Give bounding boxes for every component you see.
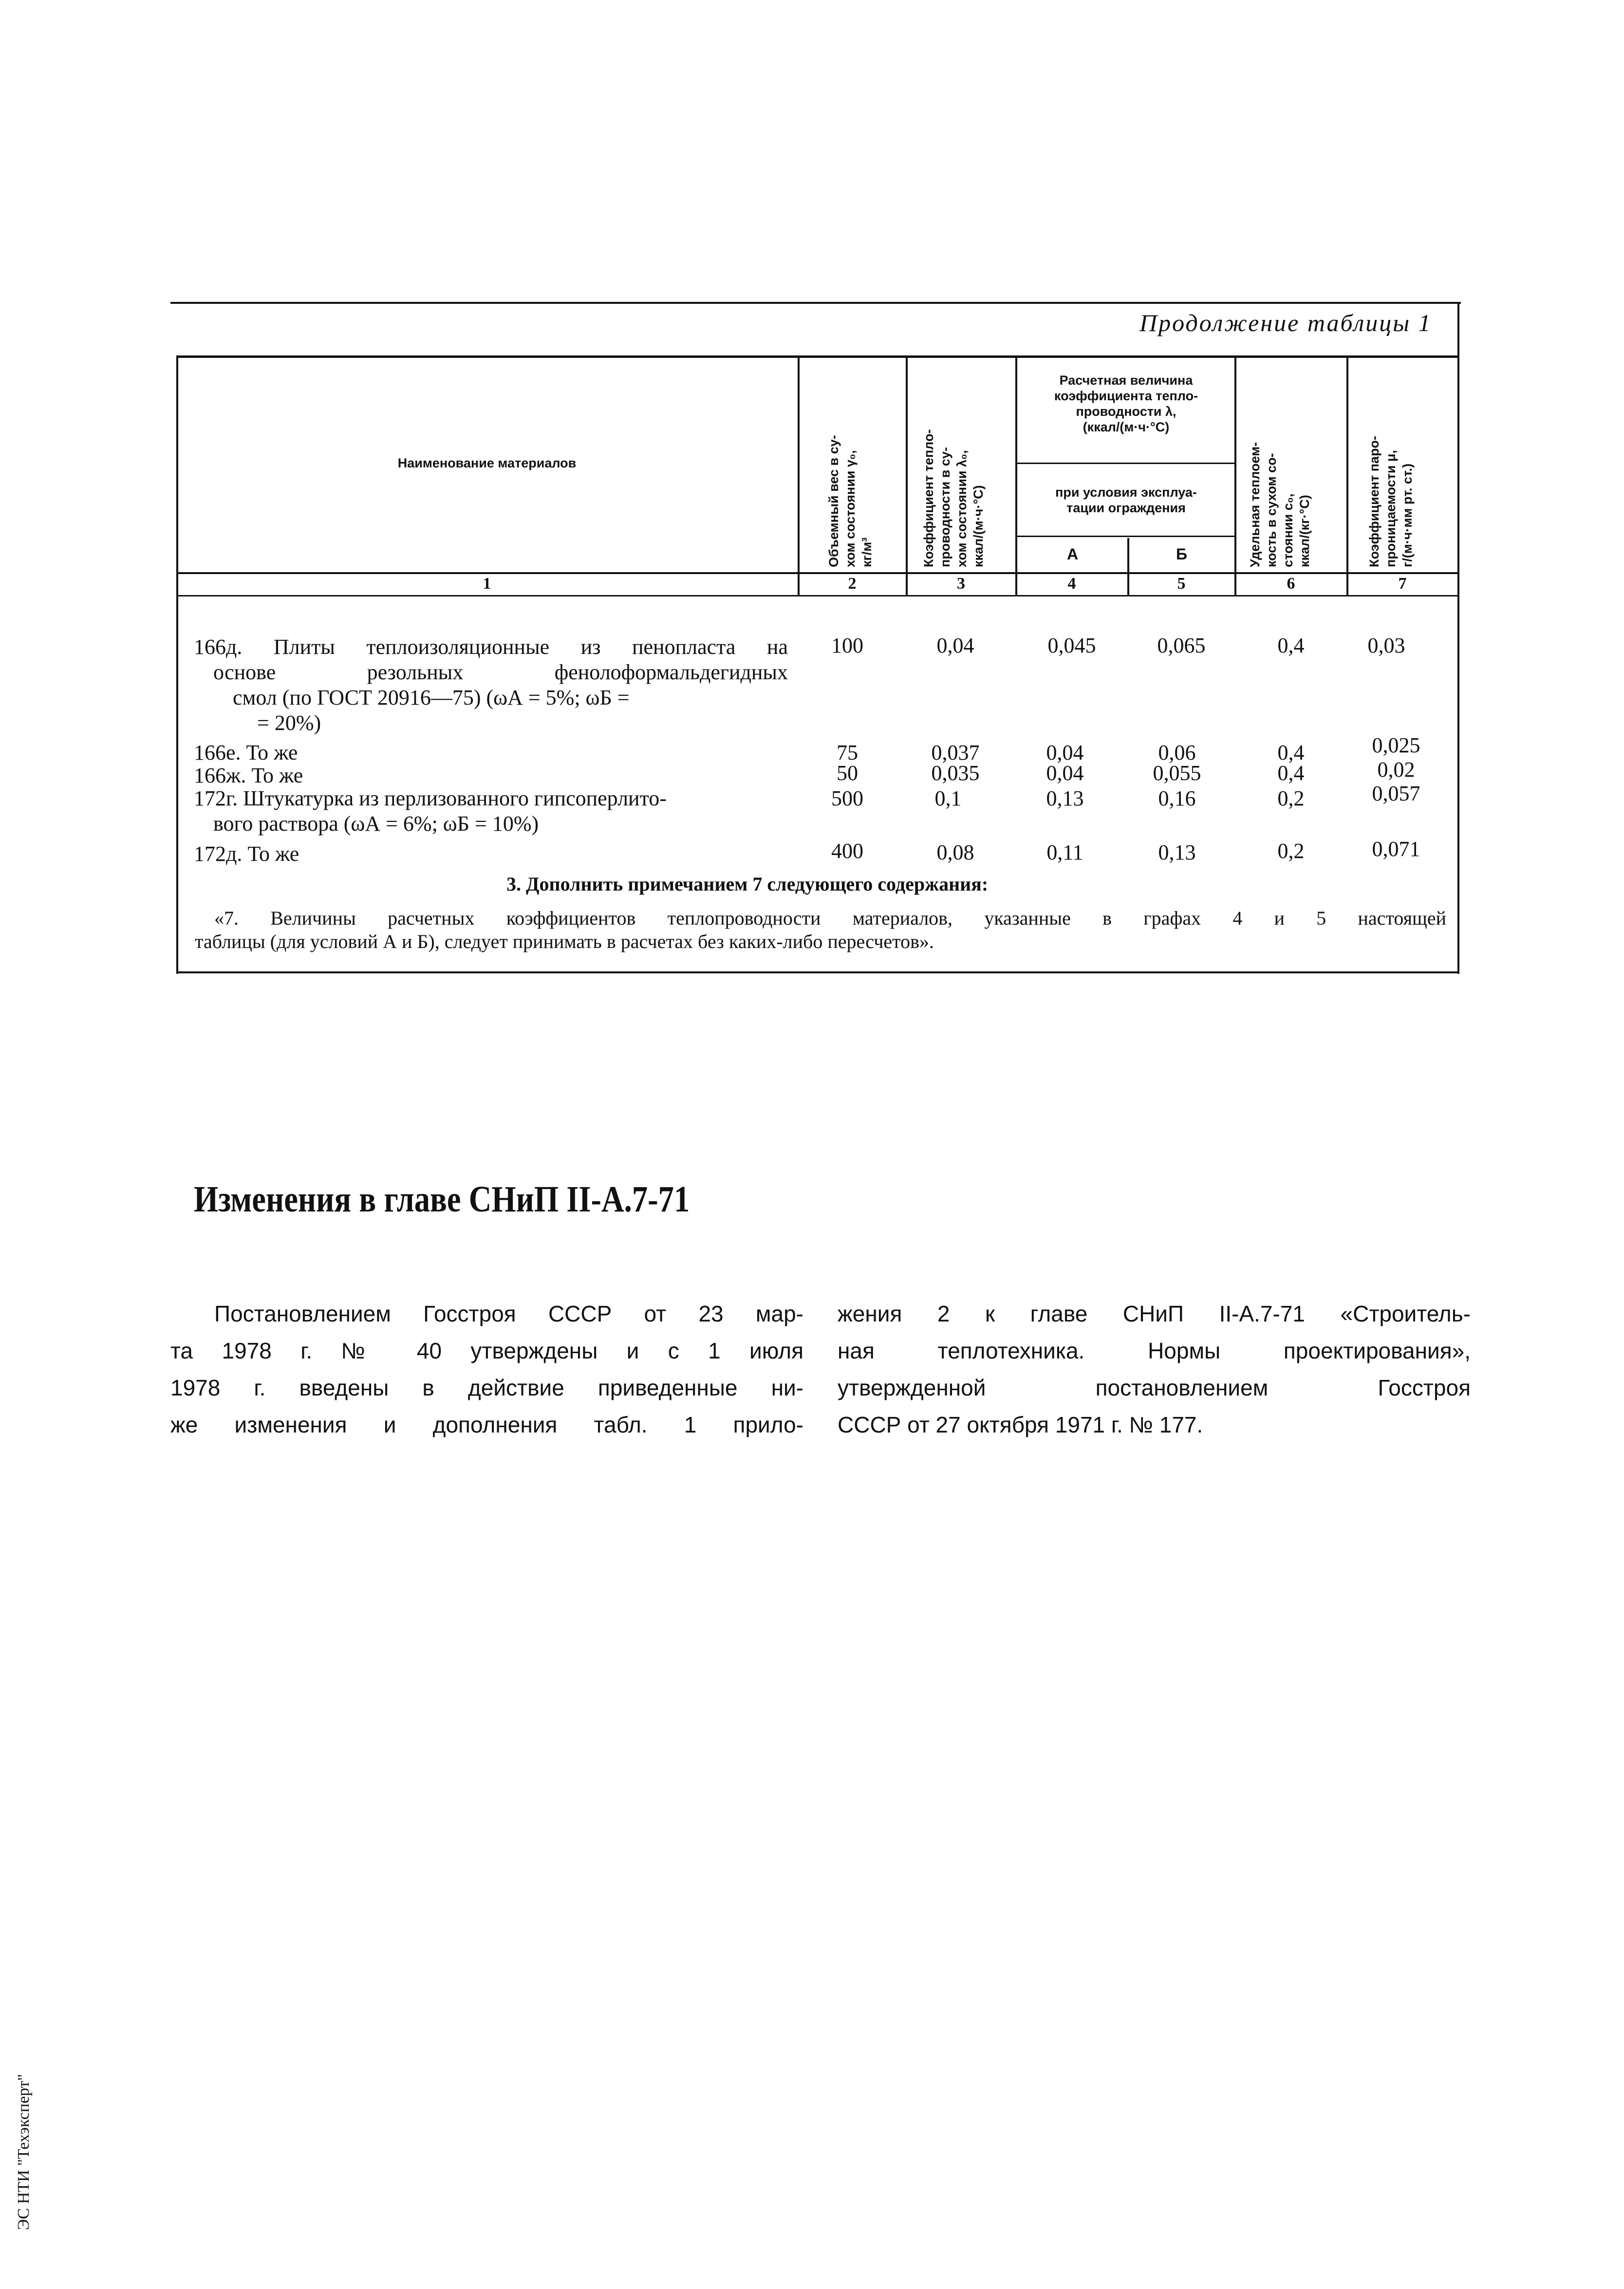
paragraph-line: же изменения и дополнения табл. 1 прило- [170,1412,803,1437]
header-col3-line: хом состоянии λ₀, [954,450,969,567]
cell-v7: 0,057 [1372,782,1420,805]
paragraph-line: 1978 г. введены в действие приведенные ни- [170,1375,803,1400]
cell-v2: 75 [837,741,858,764]
header-col6-line: кость в сухом со- [1264,453,1279,567]
colnum-bottom-rule [176,595,1459,596]
header-col5: Б [1176,545,1187,563]
table-bottom-rule [176,971,1459,973]
header-col2-line: хом состоянии γ₀, [843,450,858,567]
side-watermark-text: ЭС НТИ "Техэксперт" [15,2074,33,2230]
row-name [194,740,788,765]
row-name-line: 166ж. То же [194,763,303,787]
cell-v6: 0,4 [1277,633,1305,657]
paragraph-line: ная теплотехника. Нормы проектирования», [838,1338,1471,1363]
header-col7 [1366,363,1416,567]
header-col6-line: Удельная теплоем- [1248,442,1262,567]
cell-v2: 500 [831,786,863,810]
col-sep-5 [1234,356,1236,595]
header-group-line: коэффициента тепло- [1054,389,1198,403]
paragraph-line: СССР от 27 октября 1971 г. № 177. [838,1412,1203,1437]
header-col2-line: кг/м³ [859,537,874,567]
cell-v6: 0,4 [1277,741,1305,764]
cell-v4: 0,045 [1047,633,1096,657]
note-intro: 3. Дополнить примечанием 7 следующего содержания: [506,873,989,895]
row-name [194,786,788,837]
group-sub-rule [1016,463,1235,464]
note-line: «7. Величины расчетных коэффициентов теплопроводности материалов, указанные в графах 4 и 5 настоящей [214,907,1446,929]
header-col3 [920,363,987,567]
header-group-line: Расчетная величина [1059,373,1193,388]
header-col6-line: ккал/(кг·°С) [1297,495,1312,567]
cell-v6: 0,4 [1277,761,1305,785]
table-left-border [176,355,178,974]
table-top-rule [170,302,1461,304]
col-number: 5 [1177,575,1186,593]
row-name-line: = 20%) [257,711,321,735]
section-heading: Изменения в главе СНиП II-А.7-71 [194,1179,690,1220]
table-caption: Продолжение таблицы 1 [1139,309,1432,336]
note-text [195,907,1446,953]
cell-v4: 0,11 [1046,840,1083,864]
cell-v3: 0,1 [934,786,962,810]
header-col7-line: проницаемости μ, [1383,450,1398,567]
cell-v7: 0,03 [1367,633,1405,657]
note-line: таблицы (для условий А и Б), следует принимать в расчетах без каких-либо пересчетов». [195,930,934,952]
cell-v3: 0,035 [931,761,980,785]
header-top-rule [176,355,1459,358]
row-name-line: 166д. Плиты теплоизоляционные из пенопласта на [194,635,788,659]
cell-v5: 0,13 [1158,840,1196,864]
row-name-line: 166е. То же [194,741,298,764]
header-col3-line: ккал/(м·ч·°С) [971,485,986,567]
cell-v5: 0,06 [1158,741,1196,764]
cell-v7: 0,071 [1372,837,1420,861]
row-name-line: смол (по ГОСТ 20916—75) (ωА = 5%; ωБ = [233,686,630,709]
col-number: 3 [957,575,965,593]
cell-v2: 400 [831,839,863,863]
cell-v3: 0,08 [936,840,974,864]
col-sep-1 [798,356,800,595]
header-col7-line: Коэффициент паро- [1367,436,1381,567]
row-name [194,763,788,788]
col-sep-6 [1346,356,1348,595]
cell-v2: 100 [831,633,863,657]
cell-v4: 0,13 [1046,786,1084,810]
header-subgroup-line: тации ограждения [1066,501,1186,515]
cell-v3: 0,04 [936,633,974,657]
header-col4: А [1066,545,1079,563]
cell-v5: 0,16 [1158,786,1196,810]
colnum-top-rule [176,572,1459,574]
cell-v6: 0,2 [1277,786,1305,810]
cell-v2: 50 [837,761,858,785]
header-col6 [1247,363,1313,567]
header-group [1018,372,1234,435]
header-group-line: (ккал/(м·ч·°С) [1083,420,1170,434]
cell-v6: 0,2 [1277,839,1305,863]
header-group-line: проводности λ, [1076,404,1176,419]
col-number: 4 [1067,575,1076,593]
header-col2-line: Объемный вес в су- [826,435,841,567]
cell-v4: 0,04 [1046,741,1084,764]
cell-v4: 0,04 [1046,761,1084,785]
col-sep-3 [1015,356,1017,595]
cell-v5: 0,055 [1153,761,1201,785]
section-paragraph-right [838,1295,1471,1443]
col-number: 7 [1398,575,1407,593]
header-col3-line: проводности в су- [938,447,952,567]
row-name-line: основе резольных фенолоформальдегидных [213,660,788,684]
paragraph-line: жения 2 к главе СНиП II-А.7-71 «Строитель- [838,1301,1471,1326]
header-col6-line: стоянии с₀, [1281,493,1295,567]
cell-v7: 0,025 [1372,733,1420,757]
row-name-line: 172г. Штукатурка из перлизованного гипсоперлито- [194,786,667,810]
cell-v3: 0,037 [931,741,980,764]
col-sep-2 [906,356,908,595]
header-subgroup-line: при условия эксплуа- [1055,485,1197,500]
cell-v7: 0,02 [1377,758,1415,782]
paragraph-line: Постановлением Госстроя СССР от 23 мар- [214,1301,803,1326]
group-sub-rule-2 [1016,536,1235,537]
row-name [194,634,788,736]
header-col7-line: г/(м·ч·мм рт. ст.) [1400,463,1415,567]
section-paragraph-left [170,1295,803,1443]
header-name: Наименование материалов [397,456,577,470]
col-number: 6 [1287,575,1295,593]
paragraph-line: утвержденной постановлением Госстроя [838,1375,1471,1400]
header-col3-line: Коэффициент тепло- [921,429,936,567]
col-number: 2 [848,575,857,593]
row-name-line: 172д. То же [194,842,299,866]
table-right-border [1457,302,1459,974]
paragraph-line: та 1978 г. № 40 утверждены и с 1 июля [170,1338,803,1363]
cell-v5: 0,065 [1157,633,1206,657]
col-number: 1 [483,575,491,593]
row-name [194,841,788,867]
header-subgroup [1018,484,1234,516]
header-col2 [825,363,875,567]
row-name-line: вого раствора (ωА = 6%; ωБ = 10%) [213,812,539,836]
